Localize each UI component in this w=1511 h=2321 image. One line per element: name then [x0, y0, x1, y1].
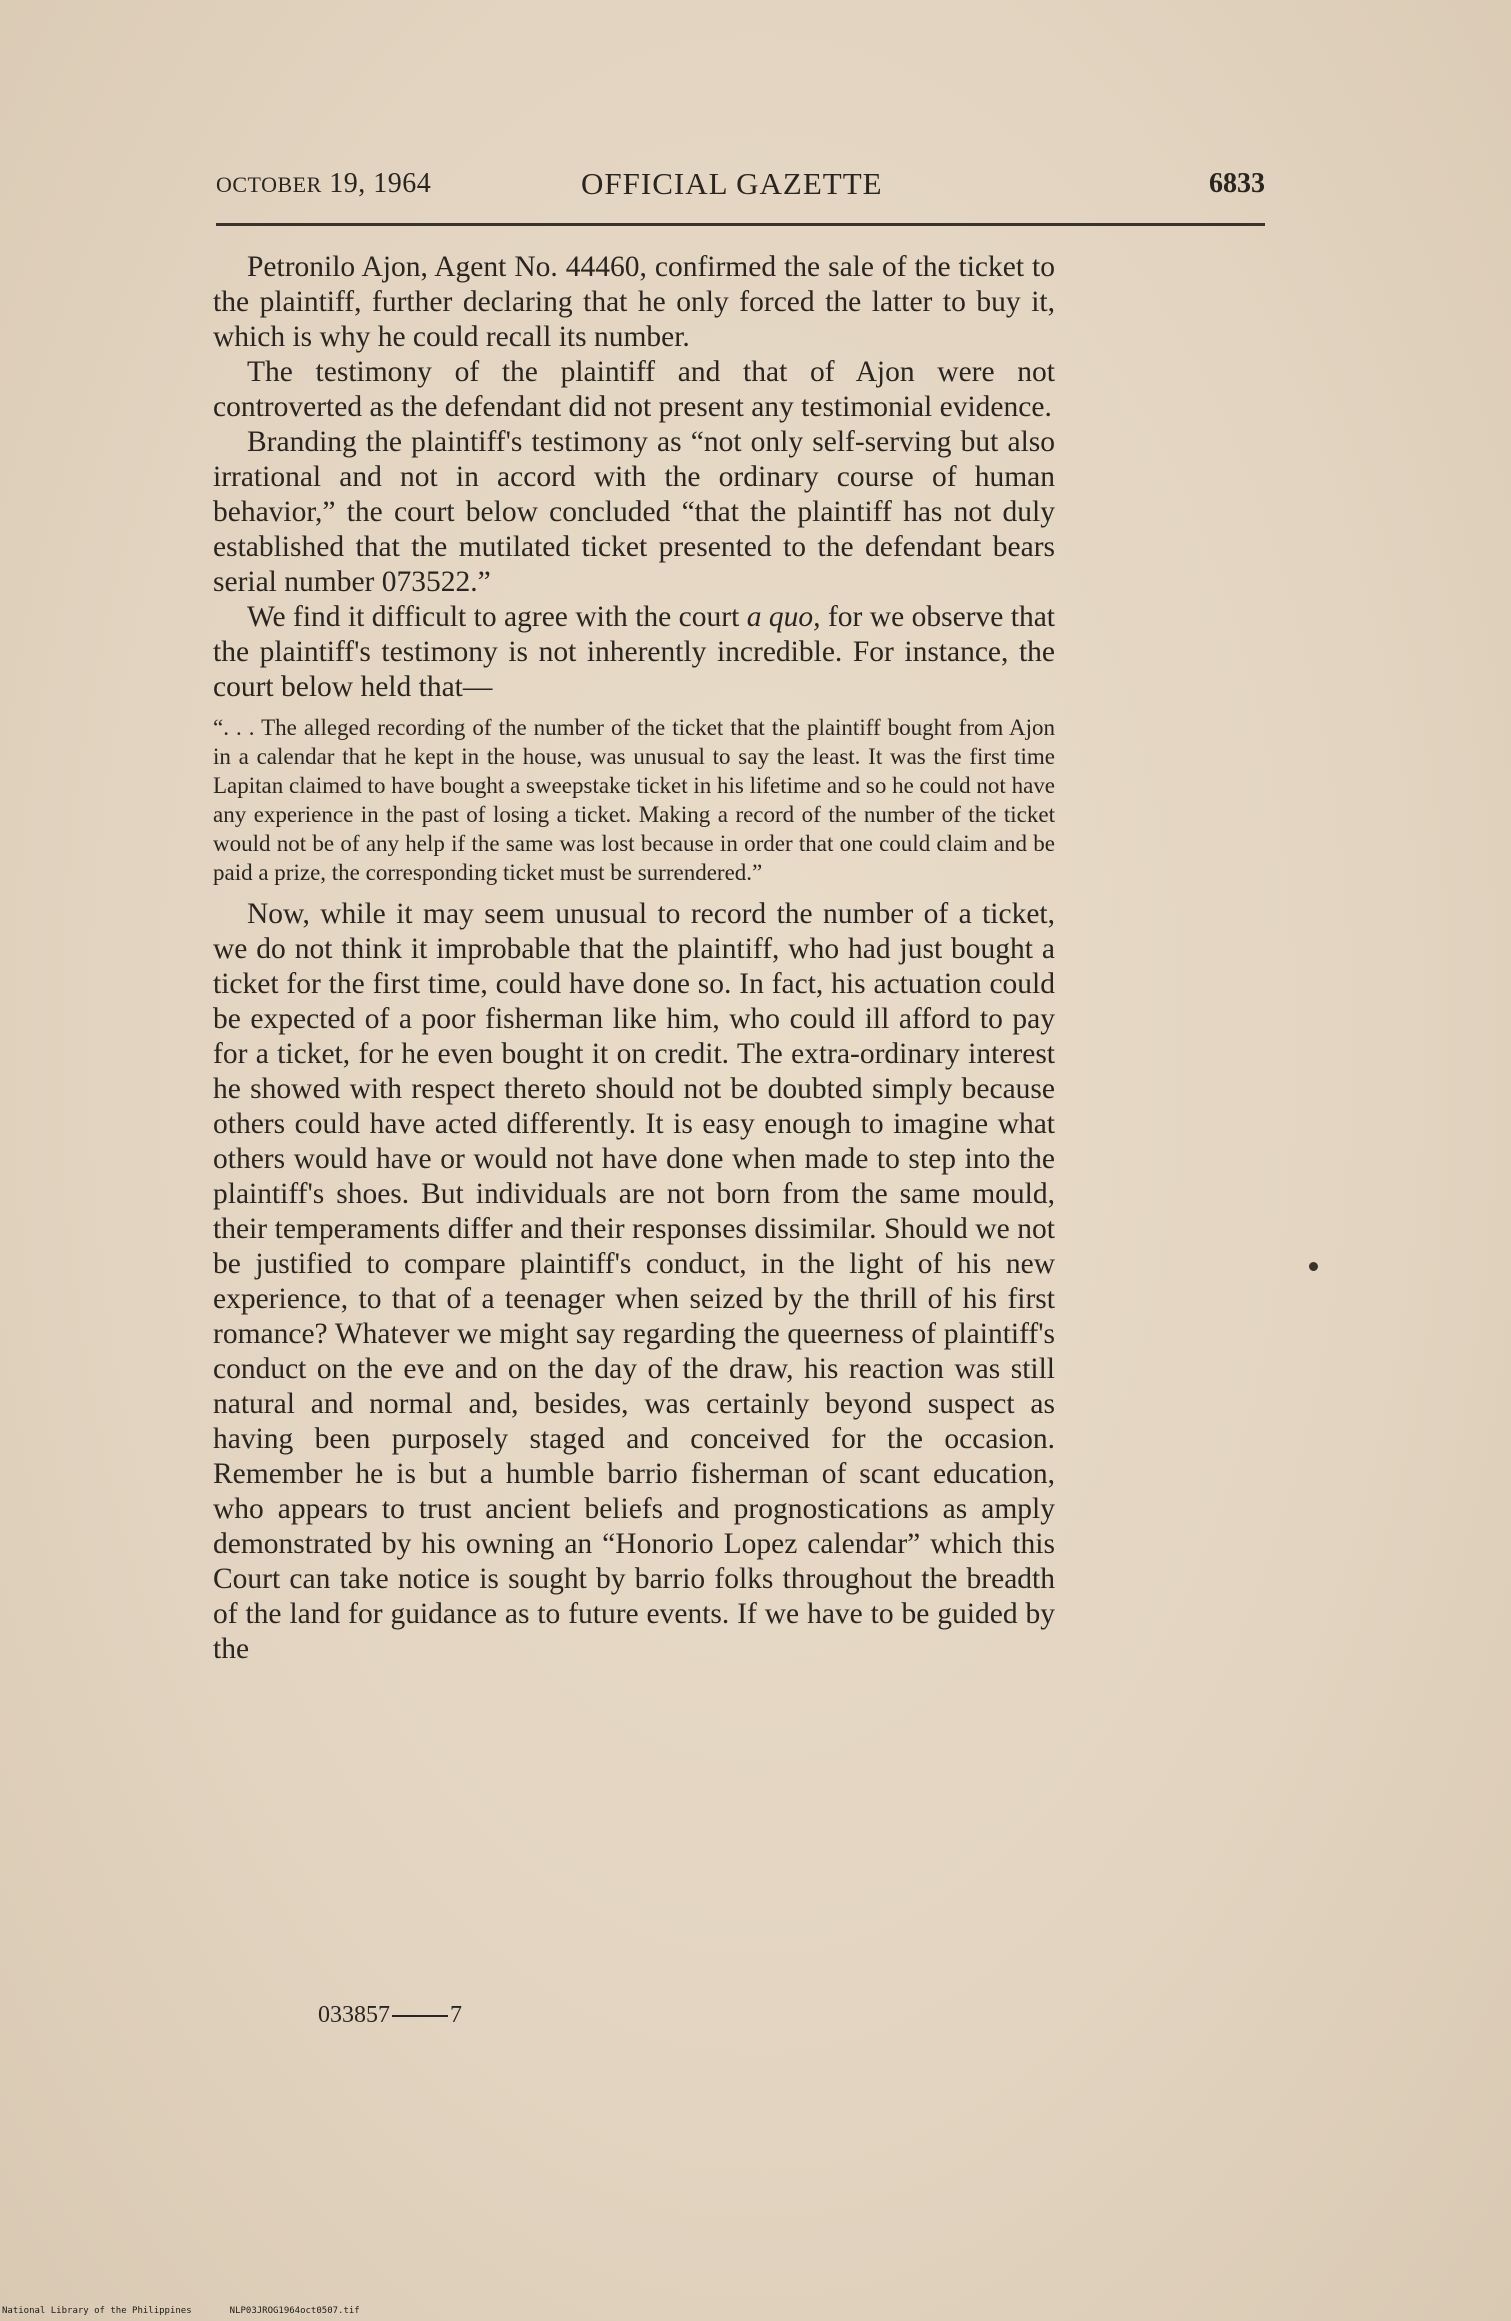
paragraph-text: We find it difficult to agree with the court [247, 601, 747, 633]
paragraph: Now, while it may seem unusual to record the number of a ticket, we do not think it improbable that the plaintiff, who had just bought a ticket for the first time, could have done so. In fact, his actuation could be expected of a poor fisherman like him, who could ill afford to pay for a ticket, for he even bought it on credit. The extra-ordinary interest he showed with respect thereto should not be doubted simply because others could have acted differently. It is easy enough to imagine what others would have or would not have done when made to step into the plaintiff's shoes. But individuals are not born from the same mould, their temperaments differ and their responses dissimilar. Should we not be justified to compare plaintiff's conduct, in the light of his new experience, to that of a teenager when seized by the thrill of his first romance? Whatever we might say regarding the queerness of plaintiff's conduct on the eve and on the day of the draw, his reaction was still natural and normal and, besides, was certainly beyond suspect as having been purposely staged and conceived for the occasion. Remember he is but a humble barrio fisherman of scant education, who appears to trust ancient beliefs and prognostications as amply demonstrated by his owning an “Honorio Lopez calendar” which this Court can take notice is sought by barrio folks throughout the breadth of the land for guidance as to future events. If we have to be guided by the [213, 898, 1055, 1665]
scan-credit [2, 2306, 398, 2316]
header-rule [216, 223, 1265, 226]
scan-credit-library: National Library of the Philippines [2, 2306, 192, 2316]
paragraph: The testimony of the plaintiff and that of Ajon were not controverted as the defendant did not present any testimonial evidence. [213, 356, 1055, 423]
paragraph: Branding the plaintiff's testimony as “not only self-serving but also irrational and not in accord with the ordinary course of human behavior,” the court below concluded “that the plaintiff has not duly established that the mutilated ticket presented to the defendant bears serial number 073522.” [213, 426, 1055, 598]
header-date-month: OCTOBER [216, 172, 322, 197]
print-code-suffix: 7 [450, 2002, 462, 2028]
paragraph [213, 600, 1055, 705]
paragraph-text: for we observe that the plaintiff's testimony is not inherently incredible. For instance, the court below held that— [213, 601, 1056, 703]
body-text [213, 250, 1055, 1667]
page-header [216, 168, 1265, 212]
header-date-rest: 19, 1964 [329, 168, 432, 199]
italic-phrase: a quo, [746, 601, 821, 633]
page-number: 6833 [1209, 168, 1265, 199]
margin-dot [1309, 1262, 1318, 1271]
print-code-number: 033857 [318, 2002, 390, 2028]
scan-credit-file: NLP03JROG1964oct0507.tif [229, 2306, 360, 2316]
paragraph: Petronilo Ajon, Agent No. 44460, confirmed the sale of the ticket to the plaintiff, further declaring that he only forced the latter to buy it, which is why he could recall its number. [213, 251, 1055, 353]
print-code-dash [392, 2015, 448, 2017]
print-code [318, 2002, 462, 2029]
header-title: OFFICIAL GAZETTE [581, 166, 883, 201]
block-quote: “. . . The alleged recording of the number of the ticket that the plaintiff bought from Ajon in a calendar that he kept in the house, was unusual to say the least. It was the first time Lapitan claimed to have bought a sweepstake ticket in his lifetime and so he could not have any experience in the past of losing a ticket. Making a record of the number of the ticket would not be of any help if the same was lost because in order that one could claim and be paid a prize, the corresponding ticket must be surrendered.” [213, 715, 1055, 885]
header-date [216, 168, 431, 200]
